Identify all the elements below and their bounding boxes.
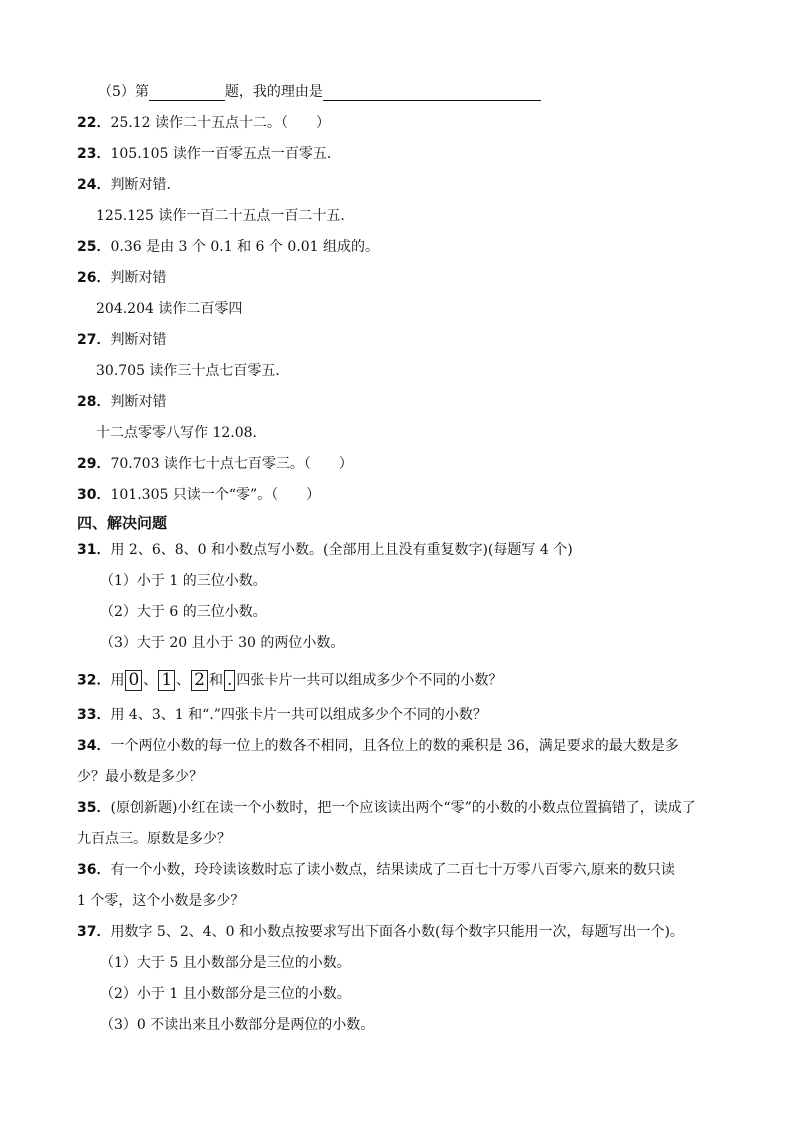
question-number: 33． bbox=[77, 707, 111, 723]
question-number: 35． bbox=[77, 800, 111, 816]
question-line bbox=[77, 706, 487, 724]
question-text: 70.703 读作七十点七百零三。（ ） bbox=[110, 456, 353, 472]
question-subline bbox=[100, 634, 344, 652]
question-subline bbox=[77, 768, 203, 786]
digit-card: 1 bbox=[158, 670, 175, 691]
question-number: 27． bbox=[77, 332, 111, 348]
question-subline bbox=[96, 362, 289, 380]
question-text: 判断对错 bbox=[110, 332, 167, 348]
question-text: （3）大于 20 且小于 30 的两位小数。 bbox=[100, 635, 345, 651]
question-text: 少？最小数是多少？ bbox=[77, 769, 203, 785]
question-subline bbox=[77, 892, 244, 910]
question-line bbox=[77, 670, 502, 691]
question-text: 有一个小数，玲玲读该数时忘了读小数点，结果读成了二百七十万零八百零六,原来的数只读 bbox=[110, 862, 675, 878]
question-text: 用数字 5、2、4、0 和小数点按要求写出下面各小数(每个数字只能用一次，每题写出一个)。 bbox=[110, 924, 684, 940]
question-text: 一个两位小数的每一位上的数各不相同，且各位上的数的乘积是 36，满足要求的最大数是多 bbox=[110, 738, 679, 754]
question-number: 32． bbox=[77, 672, 111, 689]
question-text: 204.204 读作二百零四 bbox=[96, 301, 243, 317]
question-number: 36． bbox=[77, 862, 111, 878]
question-text: 0.36 是由 3 个 0.1 和 6 个 0.01 组成的。 bbox=[110, 239, 379, 255]
question-text: （1）小于 1 的三位小数。 bbox=[100, 573, 267, 589]
question-subline bbox=[100, 985, 351, 1003]
question-text: 1 个零，这个小数是多少？ bbox=[77, 893, 245, 909]
question-subline bbox=[96, 300, 242, 318]
question-line bbox=[77, 455, 353, 473]
question-line bbox=[77, 176, 180, 194]
question-subline bbox=[77, 830, 231, 848]
question-text: 十二点零零八写作 12.08． bbox=[96, 425, 267, 441]
question-number: 34． bbox=[77, 738, 111, 754]
question-number: 28． bbox=[77, 394, 111, 410]
question-text: 30.705 读作三十点七百零五． bbox=[96, 363, 290, 379]
question-number: 23． bbox=[77, 146, 111, 162]
question-text: 用 2、6、8、0 和小数点写小数。(全部用上且没有重复数字)(每题写 4 个) bbox=[110, 542, 573, 558]
question-line bbox=[77, 923, 684, 941]
question-text: 101.305 只读一个“零”。（ ） bbox=[110, 487, 321, 503]
question-text: （5）第 bbox=[98, 84, 149, 100]
question-text: 105.105 读作一百零五点一百零五． bbox=[110, 146, 341, 162]
question-text: 、 bbox=[176, 672, 191, 689]
question-line bbox=[77, 269, 166, 287]
question-line bbox=[77, 541, 573, 559]
question-text: 用 bbox=[110, 672, 125, 689]
section-title: 四、解决问题 bbox=[77, 514, 168, 532]
question-text: （1）大于 5 且小数部分是三位的小数。 bbox=[100, 955, 351, 971]
digit-card: 0 bbox=[125, 670, 142, 691]
question-line bbox=[77, 331, 166, 349]
digit-card: 2 bbox=[191, 670, 208, 691]
question-text: 、 bbox=[143, 672, 158, 689]
answer-blank[interactable] bbox=[323, 86, 541, 101]
question-line bbox=[77, 393, 166, 411]
question-line bbox=[77, 145, 341, 163]
question-text: 和 bbox=[208, 672, 223, 689]
question-text: （2）大于 6 的三位小数。 bbox=[100, 604, 267, 620]
question-line bbox=[77, 486, 320, 504]
question-subline bbox=[100, 954, 351, 972]
question-text: 四张卡片一共可以组成多少个不同的小数？ bbox=[236, 672, 503, 689]
question-number: 31． bbox=[77, 542, 111, 558]
question-text: 125.125 读作一百二十五点一百二十五． bbox=[96, 208, 355, 224]
question-number: 25． bbox=[77, 239, 111, 255]
question-number: 24． bbox=[77, 177, 111, 193]
question-text: 判断对错 bbox=[110, 270, 167, 286]
question-number: 29． bbox=[77, 456, 111, 472]
question-text: （2）小于 1 且小数部分是三位的小数。 bbox=[100, 986, 351, 1002]
digit-card: . bbox=[224, 670, 235, 691]
question-text: 用 4、3、1 和“.”四张卡片一共可以组成多少个不同的小数？ bbox=[110, 707, 487, 723]
question-text: 判断对错 bbox=[110, 394, 167, 410]
question-number: 26． bbox=[77, 270, 111, 286]
question-subline bbox=[98, 83, 541, 101]
question-text: 九百点三。原数是多少？ bbox=[77, 831, 231, 847]
question-text: 判断对错． bbox=[110, 177, 181, 193]
question-number: 22． bbox=[77, 115, 111, 131]
question-line bbox=[77, 861, 675, 879]
question-number: 30． bbox=[77, 487, 111, 503]
question-text: （3）0 不读出来且小数部分是两位的小数。 bbox=[100, 1017, 375, 1033]
answer-blank[interactable] bbox=[149, 86, 225, 101]
question-text: 题，我的理由是 bbox=[224, 84, 323, 100]
question-text: (原创新题)小红在读一个小数时，把一个应该读出两个“零”的小数的小数点位置搞错了，读成了 bbox=[110, 800, 696, 816]
question-subline bbox=[100, 572, 267, 590]
question-line bbox=[77, 737, 679, 755]
question-line bbox=[77, 799, 696, 817]
question-subline bbox=[96, 424, 267, 442]
question-line bbox=[77, 114, 330, 132]
question-subline bbox=[100, 603, 267, 621]
question-subline bbox=[96, 207, 354, 225]
question-line bbox=[77, 238, 379, 256]
question-number: 37． bbox=[77, 924, 111, 940]
section-heading bbox=[77, 514, 167, 533]
question-subline bbox=[100, 1016, 374, 1034]
question-text: 25.12 读作二十五点十二。（ ） bbox=[110, 115, 331, 131]
